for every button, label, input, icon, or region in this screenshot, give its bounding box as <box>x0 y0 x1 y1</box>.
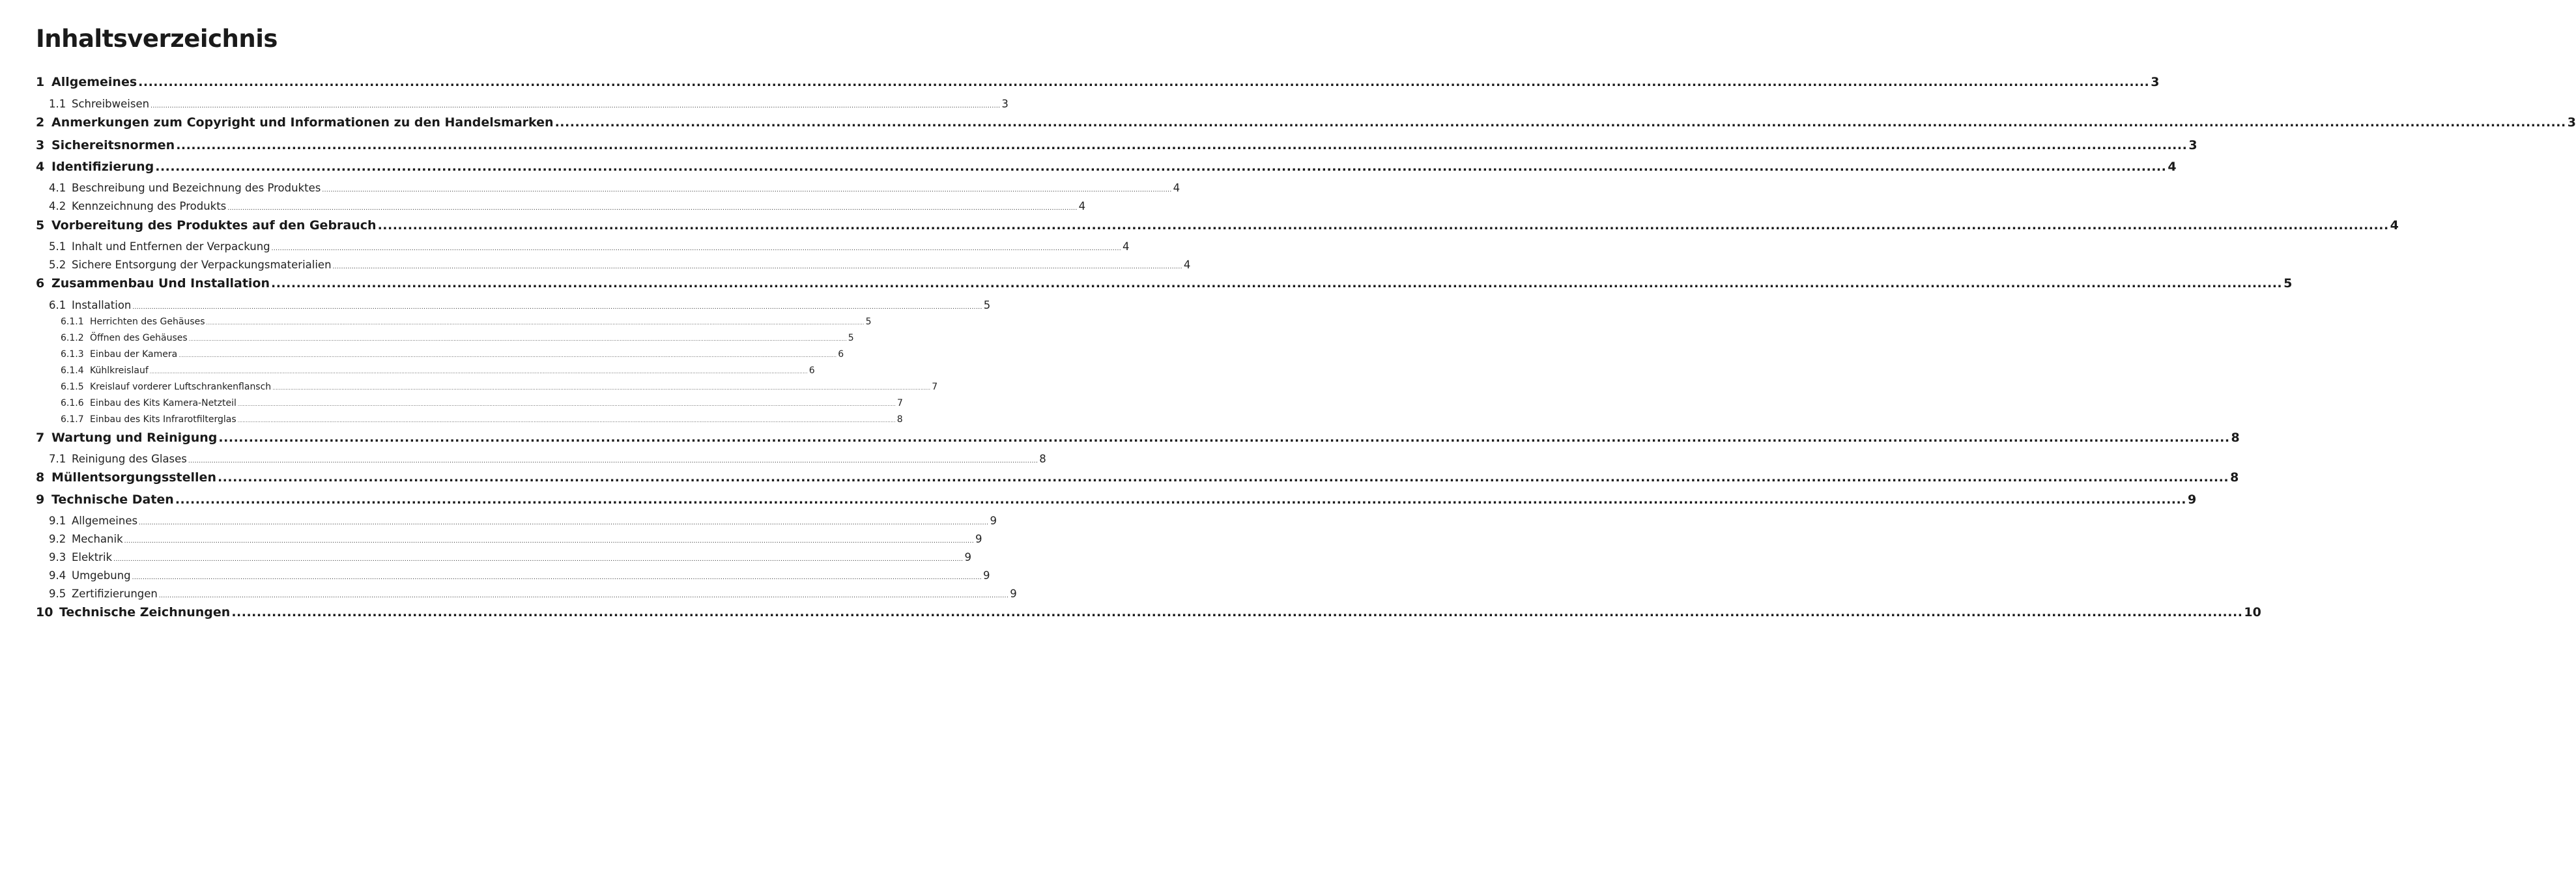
toc-entry-number: 9.1 <box>49 515 66 527</box>
dot-leader: ................................................................................................................................................................................................................................................................................................................................................................................................................ <box>332 264 1182 270</box>
toc-entry-level1[interactable] <box>36 470 2239 485</box>
toc-entry-page-number: 5 <box>848 333 854 343</box>
toc-entry-page-number: 4 <box>1122 240 1130 253</box>
toc-entry-number: 9.4 <box>49 569 66 582</box>
toc-entry-page-number: 9 <box>1010 588 1017 600</box>
dot-leader: ................................................................................................................................................................................................................................................................................................................................................................................................................ <box>132 304 982 311</box>
toc-entry-number: 6.1 <box>49 299 66 311</box>
toc-entry-label: Beschreibung und Bezeichnung des Produktes <box>72 182 321 194</box>
toc-entry-level1[interactable] <box>36 138 2197 152</box>
toc-entry-page-number: 8 <box>896 414 903 425</box>
dot-leader: ................................................................................................................................................................................................................................................................................................................................................................................................................ <box>554 115 2566 130</box>
dot-leader: ................................................................................................................................................................................................................................................................................................................................................................................................................ <box>271 276 2283 291</box>
toc-entry-page-number: 7 <box>896 398 903 408</box>
dot-leader: ................................................................................................................................................................................................................................................................................................................................................................................................................ <box>322 187 1172 193</box>
toc-entry-label: Elektrik <box>72 551 113 563</box>
toc-entry-level3[interactable] <box>36 382 938 392</box>
toc-entry-label: Herrichten des Gehäuses <box>90 317 205 327</box>
toc-entry-page-number: 9 <box>975 533 982 545</box>
toc-entry-level1[interactable] <box>36 218 2399 233</box>
toc-entry-level2[interactable] <box>36 533 982 545</box>
toc-entry-level1[interactable] <box>36 605 2261 619</box>
toc-entry-label: Inhalt und Entfernen der Verpackung <box>72 240 270 253</box>
toc-entry-label: Technische Zeichnungen <box>59 605 231 619</box>
dot-leader: ................................................................................................................................................................................................................................................................................................................................................................................................................ <box>206 320 865 326</box>
toc-entry-level2[interactable] <box>36 259 1191 271</box>
toc-entry-label: Kennzeichnung des Produkts <box>72 200 227 212</box>
toc-entry-number: 6.1.6 <box>61 398 84 408</box>
toc-entry-page-number: 4 <box>2390 218 2399 233</box>
toc-entry-level3[interactable] <box>36 414 903 425</box>
toc-entry-page-number: 6 <box>838 349 844 360</box>
toc-entry-label: Technische Daten <box>51 492 174 507</box>
toc-entry-page-number: 3 <box>2151 75 2160 89</box>
toc-entry-number: 6.1.7 <box>61 414 84 425</box>
toc-entry-page-number: 8 <box>2231 431 2240 445</box>
toc-entry-number: 1 <box>36 75 45 89</box>
toc-entry-label: Sichere Entsorgung der Verpackungsmaterialien <box>72 259 332 271</box>
toc-entry-level2[interactable] <box>36 551 971 563</box>
toc-entry-number: 6.1.2 <box>61 333 84 343</box>
toc-entry-label: Kreislauf vorderer Luftschrankenflansch <box>90 382 272 392</box>
dot-leader: ................................................................................................................................................................................................................................................................................................................................................................................................................ <box>113 556 964 563</box>
toc-entry-level1[interactable] <box>36 492 2197 507</box>
toc-entry-number: 2 <box>36 115 45 130</box>
toc-entry-label: Einbau der Kamera <box>90 349 178 360</box>
toc-entry-level2[interactable] <box>36 299 991 311</box>
toc-entry-page-number: 5 <box>2283 276 2293 291</box>
toc-entry-label: Einbau des Kits Kamera-Netzteil <box>90 398 236 408</box>
toc-entry-page-number: 8 <box>2230 470 2239 485</box>
dot-leader: ................................................................................................................................................................................................................................................................................................................................................................................................................ <box>158 593 1009 599</box>
toc-entry-number: 9.5 <box>49 588 66 600</box>
toc-entry-label: Identifizierung <box>51 160 154 174</box>
dot-leader: ................................................................................................................................................................................................................................................................................................................................................................................................................ <box>218 431 2230 445</box>
toc-entry-page-number: 4 <box>2168 160 2177 174</box>
toc-entry-page-number: 6 <box>809 365 815 376</box>
toc-entry-label: Reinigung des Glases <box>72 453 187 465</box>
dot-leader: ................................................................................................................................................................................................................................................................................................................................................................................................................ <box>132 575 982 581</box>
toc-entry-number: 6.1.1 <box>61 317 84 327</box>
toc-entry-number: 5 <box>36 218 45 233</box>
toc-entry-number: 4.2 <box>49 200 66 212</box>
toc-entry-number: 9.3 <box>49 551 66 563</box>
toc-entry-page-number: 4 <box>1078 200 1086 212</box>
toc-entry-level3[interactable] <box>36 349 844 360</box>
toc-entry-level1[interactable] <box>36 160 2177 174</box>
toc-entry-page-number: 3 <box>2567 115 2576 130</box>
toc-entry-level2[interactable] <box>36 588 1017 600</box>
toc-entry-number: 7.1 <box>49 453 66 465</box>
toc-entry-number: 9.2 <box>49 533 66 545</box>
toc-entry-number: 6.1.3 <box>61 349 84 360</box>
toc-entry-level2[interactable] <box>36 98 1009 110</box>
dot-leader: ................................................................................................................................................................................................................................................................................................................................................................................................................ <box>179 353 837 358</box>
toc-entry-page-number: 9 <box>990 515 997 527</box>
dot-leader: ................................................................................................................................................................................................................................................................................................................................................................................................................ <box>150 103 1001 109</box>
dot-leader: ................................................................................................................................................................................................................................................................................................................................................................................................................ <box>217 470 2229 485</box>
toc-entry-label: Allgemeines <box>51 75 137 89</box>
toc-entry-number: 4.1 <box>49 182 66 194</box>
dot-leader: ................................................................................................................................................................................................................................................................................................................................................................................................................ <box>231 605 2243 619</box>
toc-entry-level2[interactable] <box>36 453 1046 465</box>
toc-entry-number: 6 <box>36 276 45 291</box>
toc-entry-page-number: 3 <box>2188 138 2197 152</box>
toc-entry-label: Umgebung <box>72 569 131 582</box>
toc-entry-number: 6.1.4 <box>61 365 84 376</box>
toc-entry-page-number: 4 <box>1183 259 1191 271</box>
dot-leader: ................................................................................................................................................................................................................................................................................................................................................................................................................ <box>188 337 847 342</box>
dot-leader: ................................................................................................................................................................................................................................................................................................................................................................................................................ <box>139 520 989 526</box>
toc-entry-number: 4 <box>36 160 45 174</box>
dot-leader: ................................................................................................................................................................................................................................................................................................................................................................................................................ <box>138 75 2150 89</box>
toc-entry-label: Vorbereitung des Produktes auf den Gebrauch <box>51 218 377 233</box>
toc-entry-label: Schreibweisen <box>72 98 150 110</box>
dot-leader: ................................................................................................................................................................................................................................................................................................................................................................................................................ <box>175 492 2186 507</box>
toc-entry-page-number: 3 <box>1001 98 1009 110</box>
toc-entry-label: Einbau des Kits Infrarotfilterglas <box>90 414 236 425</box>
toc-entry-label: Allgemeines <box>72 515 138 527</box>
toc-entry-level1[interactable] <box>36 115 2576 130</box>
dot-leader: ................................................................................................................................................................................................................................................................................................................................................................................................................ <box>176 138 2188 152</box>
dot-leader: ................................................................................................................................................................................................................................................................................................................................................................................................................ <box>237 402 896 407</box>
toc-entry-label: Zertifizierungen <box>72 588 158 600</box>
dot-leader: ................................................................................................................................................................................................................................................................................................................................................................................................................ <box>272 386 931 391</box>
toc-entry-page-number: 8 <box>1039 453 1046 465</box>
toc-entry-level2[interactable] <box>36 200 1086 212</box>
toc-entry-label: Zusammenbau Und Installation <box>51 276 270 291</box>
toc-entry-number: 5.1 <box>49 240 66 253</box>
toc-entry-page-number: 9 <box>982 569 990 582</box>
toc-entry-number: 8 <box>36 470 45 485</box>
toc-entry-number: 10 <box>36 605 53 619</box>
toc-entry-level1[interactable] <box>36 431 2240 445</box>
dot-leader: ................................................................................................................................................................................................................................................................................................................................................................................................................ <box>124 538 974 545</box>
toc-entry-label: Wartung und Reinigung <box>51 431 218 445</box>
toc-entry-label: Installation <box>72 299 132 311</box>
toc-entry-level2[interactable] <box>36 569 990 582</box>
toc-entry-label: Müllentsorgungsstellen <box>51 470 216 485</box>
toc-entry-page-number: 10 <box>2244 605 2261 619</box>
toc-entry-page-number: 9 <box>964 551 971 563</box>
toc-entry-number: 3 <box>36 138 45 152</box>
toc-entry-label: Öffnen des Gehäuses <box>90 333 188 343</box>
toc-entry-number: 6.1.5 <box>61 382 84 392</box>
toc-entry-number: 5.2 <box>49 259 66 271</box>
toc-entry-page-number: 9 <box>2187 492 2197 507</box>
toc-entry-level3[interactable] <box>36 398 903 408</box>
toc-entry-label: Anmerkungen zum Copyright und Informationen zu den Handelsmarken <box>51 115 554 130</box>
dot-leader: ................................................................................................................................................................................................................................................................................................................................................................................................................ <box>377 218 2389 233</box>
dot-leader: ................................................................................................................................................................................................................................................................................................................................................................................................................ <box>155 160 2167 174</box>
dot-leader: ................................................................................................................................................................................................................................................................................................................................................................................................................ <box>227 205 1078 212</box>
dot-leader: ................................................................................................................................................................................................................................................................................................................................................................................................................ <box>149 369 808 375</box>
toc-entry-page-number: 5 <box>865 317 872 327</box>
toc-entry-level2[interactable] <box>36 240 1130 253</box>
toc-entry-level2[interactable] <box>36 182 1181 194</box>
toc-entry-level3[interactable] <box>36 365 815 376</box>
toc-entry-level1[interactable] <box>36 75 2160 89</box>
dot-leader: ................................................................................................................................................................................................................................................................................................................................................................................................................ <box>237 418 896 423</box>
page-title: Inhaltsverzeichnis <box>36 25 278 53</box>
toc-entry-number: 9 <box>36 492 45 507</box>
toc-entry-page-number: 4 <box>1173 182 1181 194</box>
toc-entry-number: 7 <box>36 431 45 445</box>
toc-entry-label: Mechanik <box>72 533 123 545</box>
toc-entry-number: 1.1 <box>49 98 66 110</box>
toc-entry-level3[interactable] <box>36 333 854 343</box>
toc-entry-page-number: 7 <box>932 382 938 392</box>
dot-leader: ................................................................................................................................................................................................................................................................................................................................................................................................................ <box>271 246 1121 252</box>
toc-entry-level1[interactable] <box>36 276 2293 291</box>
dot-leader: ................................................................................................................................................................................................................................................................................................................................................................................................................ <box>188 458 1038 464</box>
toc-entry-label: Kühlkreislauf <box>90 365 149 376</box>
toc-entry-level2[interactable] <box>36 515 997 527</box>
toc-entry-page-number: 5 <box>983 299 991 311</box>
toc-entry-label: Sichereitsnormen <box>51 138 175 152</box>
toc-entry-level3[interactable] <box>36 317 872 327</box>
